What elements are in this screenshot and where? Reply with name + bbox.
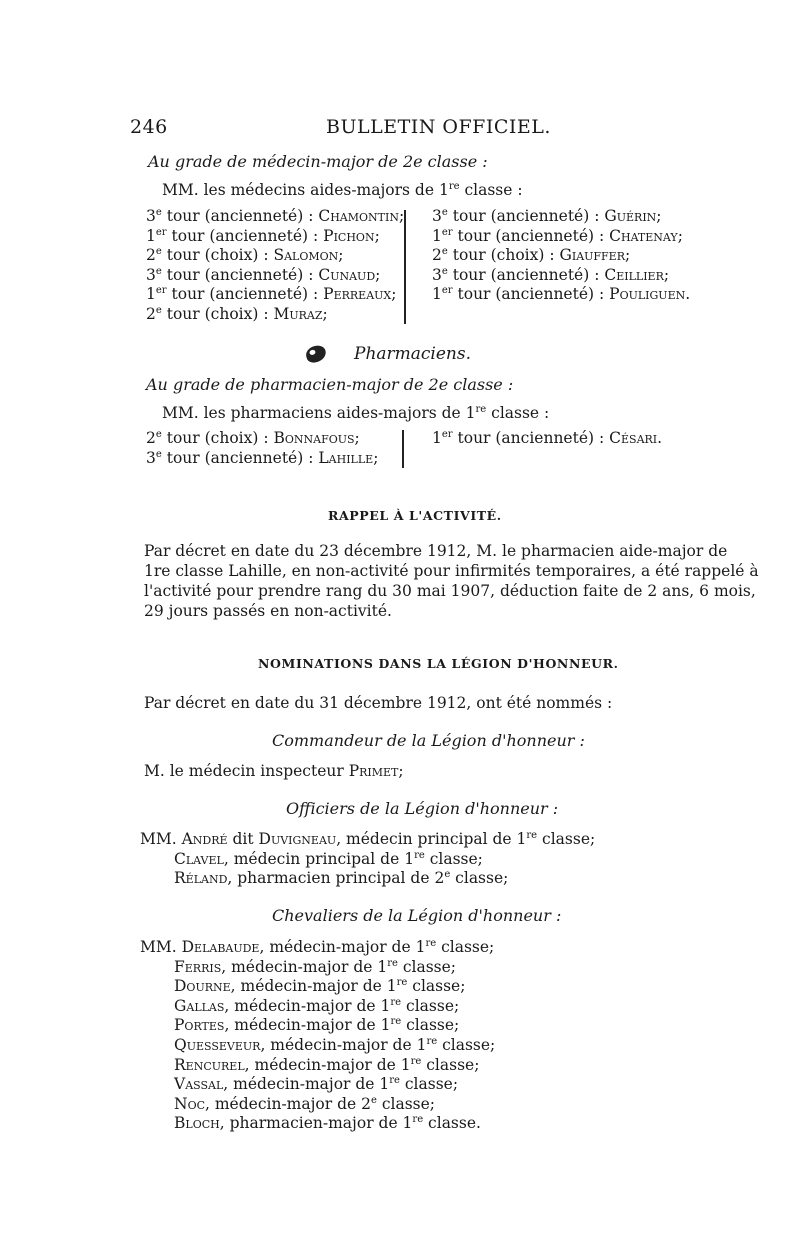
tour-ordinal: 3 (432, 207, 442, 225)
tour-text: tour (choix) : (161, 429, 274, 447)
chevalier-entry (140, 1075, 495, 1095)
person-name: Gallas (174, 996, 225, 1015)
person-name: Chatenay (609, 226, 678, 245)
officier-entry (140, 869, 595, 889)
rank-text: , médecin principal de 1 (336, 830, 527, 848)
column-divider (402, 430, 404, 468)
rank-end: classe. (423, 1114, 481, 1133)
ordinal-suffix: re (410, 1055, 422, 1067)
tour-text: tour (ancienneté) : (166, 226, 324, 245)
nominations-title: NOMINATIONS DANS LA LÉGION D'HONNEUR. (258, 656, 619, 671)
pharmaciens-heading: Au grade de pharmacien-major de 2e classe : (146, 375, 514, 394)
rank-text: , médecin principal de 1 (223, 849, 415, 868)
tour-line (146, 449, 378, 469)
pharmaciens-intro: MM. les pharmaciens aides-majors de 1re classe : (162, 403, 550, 422)
pharmaciens-section-title: Pharmaciens. (354, 344, 471, 364)
tour-text: tour (ancienneté) : (166, 285, 324, 303)
tour-text: tour (choix) : (161, 304, 274, 323)
ordinal-suffix: re (526, 829, 538, 841)
rank-end: classe; (376, 1094, 436, 1113)
tour-line (432, 266, 690, 286)
person-name: Rencurel (174, 1055, 245, 1074)
person-name: Réland (174, 869, 228, 888)
tour-ordinal-suffix: e (441, 265, 448, 277)
chevalier-entry (140, 1036, 495, 1056)
person-name: Cunaud (318, 265, 376, 284)
tour-ordinal-suffix: e (155, 245, 162, 257)
rank-end: classe; (424, 849, 483, 868)
person-name: André (181, 830, 228, 848)
tour-ordinal: 3 (146, 265, 156, 284)
rank-end: classe; (436, 938, 495, 956)
tour-ordinal-suffix: er (155, 284, 167, 296)
person-name: Bloch (174, 1114, 220, 1133)
tour-text: tour (choix) : (447, 246, 560, 264)
nominations-intro: Par décret en date du 31 décembre 1912, ont été nommés : (144, 694, 613, 712)
person-name: Duvigneau (258, 830, 337, 848)
rank-end: classe; (399, 1075, 459, 1094)
tour-ordinal: 3 (146, 448, 156, 467)
person-name: Quesseveur (174, 1035, 261, 1054)
ordinal-suffix: re (390, 996, 402, 1008)
tour-line (146, 285, 404, 305)
tour-ordinal-suffix: e (441, 245, 448, 257)
tour-ordinal-suffix: er (441, 284, 453, 296)
ordinal-suffix: re (390, 1016, 402, 1028)
rank-text: , médecin-major de 1 (224, 1016, 391, 1035)
tour-text: tour (ancienneté) : (447, 207, 605, 225)
tour-ordinal: 1 (432, 429, 442, 447)
tour-line (146, 246, 404, 266)
pharmaciens-left-column (146, 429, 378, 468)
punctuation: ; (375, 265, 381, 284)
rank-text: , médecin-major de 1 (224, 996, 391, 1015)
medecins-intro: MM. les médecins aides-majors de 1re classe : (162, 180, 523, 199)
person-name: Dourne (174, 977, 231, 996)
tour-line (432, 429, 662, 449)
tour-line (146, 207, 404, 227)
rank-end: classe; (407, 977, 466, 996)
page-number: 246 (130, 116, 168, 138)
officiers-heading: Officiers de la Légion d'honneur : (286, 799, 559, 818)
person-name: Vassal (174, 1075, 224, 1094)
tour-ordinal: 1 (432, 285, 442, 303)
punctuation: . (685, 285, 691, 303)
chevalier-entry (140, 1016, 495, 1036)
person-name: Delabaude (181, 938, 260, 956)
ordinal-suffix: e (370, 1094, 377, 1106)
tour-ordinal-suffix: er (155, 226, 167, 238)
ordinal-suffix: re (414, 849, 425, 861)
name-connector: dit (227, 830, 259, 848)
person-name: Muraz (273, 304, 323, 323)
list-lead: MM. (140, 830, 182, 848)
tour-ordinal: 2 (146, 429, 156, 447)
rappel-title: RAPPEL À L'ACTIVITÉ. (328, 508, 502, 523)
rank-end: classe; (397, 957, 457, 976)
person-name: Portes (174, 1016, 225, 1035)
tour-ordinal: 2 (432, 246, 442, 264)
tour-line (432, 207, 690, 227)
officiers-list (140, 830, 595, 889)
paragraph-line: 29 jours passés en non-activité. (144, 602, 392, 620)
rank-end: classe; (450, 869, 509, 888)
person-name: Lahille (318, 448, 374, 467)
chevalier-entry (140, 997, 495, 1017)
punctuation: ; (391, 285, 397, 303)
rank-text: , médecin-major de 1 (221, 957, 388, 976)
person-name: Giauffer (559, 246, 625, 264)
chevaliers-heading: Chevaliers de la Légion d'honneur : (272, 906, 562, 925)
tour-ordinal-suffix: er (441, 428, 453, 440)
punctuation: . (657, 429, 663, 447)
chevalier-entry (140, 1056, 495, 1076)
rank-text: , médecin-major de 2 (205, 1094, 371, 1113)
ordinal-suffix: re (412, 1114, 424, 1126)
chevalier-entry (140, 938, 495, 958)
person-name: Pouliguen (609, 285, 686, 303)
commandeur-line: M. le médecin inspecteur Primet; (144, 762, 404, 780)
chevaliers-list (140, 938, 495, 1134)
page-title: BULLETIN OFFICIEL. (326, 116, 551, 138)
punctuation: ; (373, 448, 379, 467)
ordinal-suffix: re (396, 977, 408, 989)
punctuation: ; (374, 226, 380, 245)
tour-line (432, 227, 690, 247)
rank-text: , médecin-major de 1 (244, 1055, 411, 1074)
commandeur-heading: Commandeur de la Légion d'honneur : (272, 731, 585, 750)
person-name: Ceillier (604, 265, 664, 284)
person-name: Noc (174, 1094, 205, 1113)
tour-text: tour (ancienneté) : (447, 265, 605, 284)
tour-ordinal: 2 (146, 304, 156, 323)
person-name: Bonnafous (273, 429, 355, 447)
rank-end: classe; (437, 1035, 496, 1054)
person-name: Perreaux (323, 285, 392, 303)
rank-text: , pharmacien-major de 1 (219, 1114, 413, 1133)
tour-ordinal-suffix: e (155, 428, 162, 440)
tour-text: tour (ancienneté) : (452, 285, 610, 303)
tour-ordinal: 1 (146, 285, 156, 303)
tour-ordinal-suffix: er (441, 226, 453, 238)
ordinal-suffix: re (426, 1035, 438, 1047)
tour-line (146, 227, 404, 247)
tour-line (146, 429, 378, 449)
rank-end: classe; (401, 996, 460, 1015)
paragraph-line: Par décret en date du 23 décembre 1912, M. le pharmacien aide-major de (144, 542, 728, 560)
person-name: Ferris (174, 957, 222, 976)
punctuation: ; (663, 265, 670, 284)
list-lead: MM. (140, 938, 182, 956)
tour-ordinal-suffix: e (155, 265, 162, 277)
punctuation: ; (338, 246, 344, 264)
rappel-paragraph (144, 541, 759, 621)
rank-text: , médecin-major de 1 (230, 977, 397, 996)
rank-end: classe; (421, 1055, 480, 1074)
punctuation: ; (322, 304, 328, 323)
paragraph-line: l'activité pour prendre rang du 30 mai 1907, déduction faite de 2 ans, 6 mois, (144, 582, 756, 600)
person-name: Guérin (604, 207, 657, 225)
tour-text: tour (ancienneté) : (161, 265, 319, 284)
person-name: Clavel (174, 849, 224, 868)
tour-ordinal: 3 (432, 265, 442, 284)
ordinal-suffix: e (444, 869, 451, 881)
tour-line (432, 285, 690, 305)
tour-text: tour (ancienneté) : (452, 429, 610, 447)
tour-line (146, 305, 404, 325)
tour-line (432, 246, 690, 266)
punctuation: ; (656, 207, 662, 225)
tour-ordinal-suffix: e (155, 206, 162, 218)
officier-entry (140, 850, 595, 870)
punctuation: ; (398, 207, 405, 225)
column-divider (404, 210, 406, 324)
rank-end: classe; (537, 830, 596, 848)
tour-ordinal: 3 (146, 207, 156, 225)
pharmaciens-right-column (432, 429, 662, 449)
chevalier-entry (140, 1114, 495, 1134)
punctuation: ; (625, 246, 631, 264)
ornament-icon (304, 344, 327, 365)
tour-text: tour (ancienneté) : (452, 226, 610, 245)
rank-text: , médecin-major de 1 (223, 1075, 390, 1094)
tour-ordinal: 1 (432, 226, 442, 245)
person-name: Salomon (273, 246, 339, 264)
person-name: Chamontin (318, 207, 399, 225)
tour-ordinal-suffix: e (155, 304, 162, 316)
punctuation: ; (354, 429, 360, 447)
chevalier-entry (140, 958, 495, 978)
tour-ordinal-suffix: e (155, 448, 162, 460)
punctuation: ; (677, 226, 683, 245)
rank-text: , médecin-major de 1 (259, 938, 426, 956)
officier-entry (140, 830, 595, 850)
tour-ordinal-suffix: e (441, 206, 448, 218)
person-name: Pichon (323, 226, 375, 245)
chevalier-entry (140, 977, 495, 997)
tour-ordinal: 1 (146, 226, 156, 245)
ordinal-suffix: re (425, 937, 437, 949)
person-name: Césari (609, 429, 658, 447)
chevalier-entry (140, 1095, 495, 1115)
tour-text: tour (ancienneté) : (161, 207, 319, 225)
rank-text: , médecin-major de 1 (260, 1035, 427, 1054)
tour-ordinal: 2 (146, 246, 156, 264)
tour-text: tour (ancienneté) : (161, 448, 319, 467)
ordinal-suffix: re (389, 1075, 400, 1086)
medecins-left-column (146, 207, 404, 324)
paragraph-line: 1re classe Lahille, en non-activité pour infirmités temporaires, a été rappelé à (144, 562, 759, 580)
rank-end: classe; (401, 1016, 460, 1035)
rank-text: , pharmacien principal de 2 (227, 869, 445, 888)
medecins-right-column (432, 207, 690, 305)
tour-text: tour (choix) : (161, 246, 274, 264)
ordinal-suffix: re (387, 957, 398, 969)
tour-line (146, 266, 404, 286)
medecins-heading: Au grade de médecin-major de 2e classe : (148, 152, 488, 171)
